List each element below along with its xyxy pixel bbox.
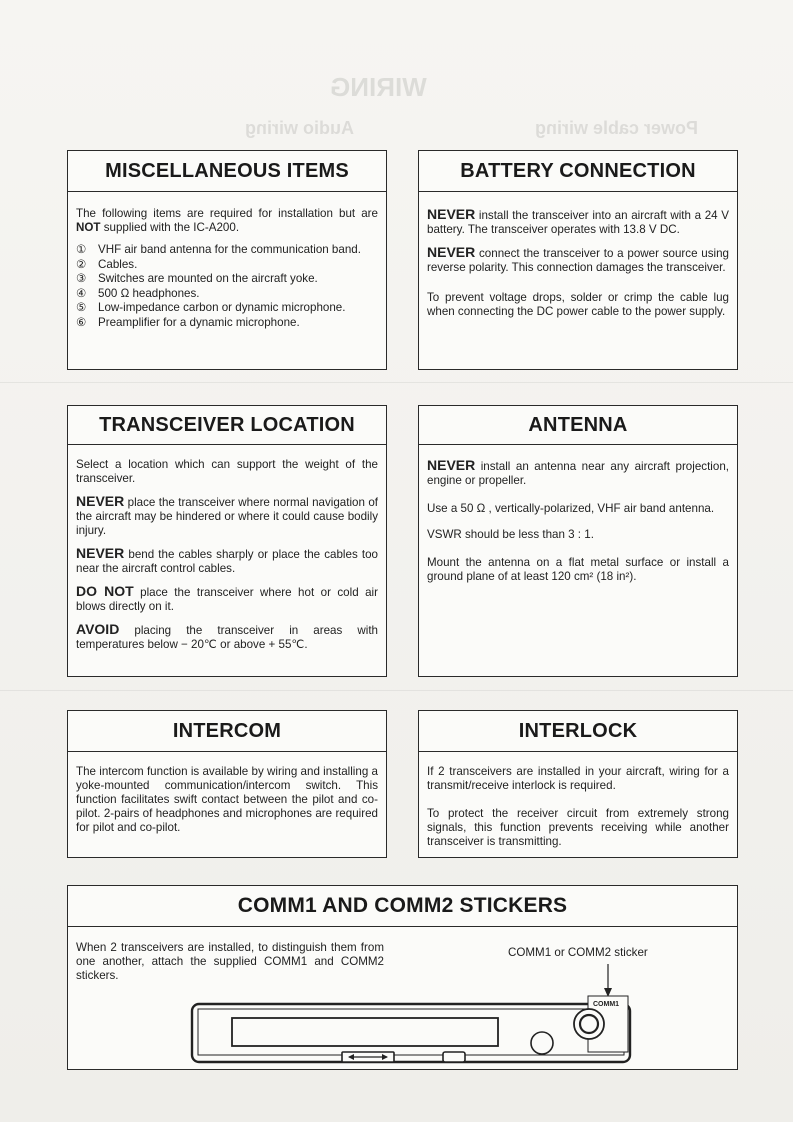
transceiver-front-illustration xyxy=(186,956,636,1068)
antenna-p2: Use a 50 Ω , vertically-polarized, VHF air band antenna. xyxy=(427,502,715,515)
list-item: ⑤ Low-impedance carbon or dynamic microphone. xyxy=(76,301,346,315)
misc-items-body xyxy=(76,207,378,331)
misc-items-title: MISCELLANEOUS ITEMS xyxy=(68,151,386,192)
ghost-title: WIRING xyxy=(330,72,427,102)
misc-intro: The following items are required for installation but are NOT supplied with the IC-A200. xyxy=(76,207,378,234)
knob xyxy=(531,1032,553,1054)
interlock-panel xyxy=(418,710,738,858)
list-item: ③ Switches are mounted on the aircraft yoke. xyxy=(76,272,318,286)
battery-connection-panel xyxy=(418,150,738,370)
battery-p2: NEVER connect the transceiver to a power source using reverse polarity. This connection damages the transceiver. xyxy=(427,244,729,274)
stickers-p1: When 2 transceivers are installed, to distinguish them from one another, attach the supplied COMM1 and COMM2 stickers. xyxy=(76,941,384,982)
stickers-title: COMM1 AND COMM2 STICKERS xyxy=(68,886,737,927)
location-p4: DO NOT place the transceiver where hot or cold air blows directly on it. xyxy=(76,583,378,613)
transceiver-location-body xyxy=(76,458,378,660)
battery-connection-title: BATTERY CONNECTION xyxy=(419,151,737,192)
interlock-body xyxy=(427,765,729,857)
location-p2: NEVER place the transceiver where normal navigation of the aircraft may be hindered or where it could cause bodily injury. xyxy=(76,493,378,537)
interlock-p1: If 2 transceivers are installed in your aircraft, wiring for a transmit/receive interlock is required. xyxy=(427,765,729,792)
antenna-body xyxy=(427,458,729,592)
misc-items-list xyxy=(76,243,378,331)
battery-p3: To prevent voltage drops, solder or crimp the cable lug when connecting the DC power cable to the power supply. xyxy=(427,291,729,318)
intercom-p1: The intercom function is available by wiring and installing a yoke-mounted communication/intercom switch. This function facilitates swift contact between the pilot and co-pilot. 2-pairs of headphones and microphones are required for pilot and co-pilot. xyxy=(76,765,378,834)
transceiver-location-panel xyxy=(67,405,387,677)
stickers-panel xyxy=(67,885,738,1070)
antenna-panel xyxy=(418,405,738,677)
list-item: ① VHF air band antenna for the communication band. xyxy=(76,243,361,256)
antenna-p4: Mount the antenna on a flat metal surface or install a ground plane of at least 120 cm² (18 in²). xyxy=(427,556,729,583)
battery-connection-body xyxy=(427,207,729,327)
intercom-title: INTERCOM xyxy=(68,711,386,752)
location-p3: NEVER bend the cables sharply or place the cables too near the aircraft control cables. xyxy=(76,545,378,575)
misc-items-panel xyxy=(67,150,387,370)
battery-p1: NEVER install the transceiver into an aircraft with a 24 V battery. The transceiver operates with 13.8 V DC. xyxy=(427,206,729,236)
transceiver-location-title: TRANSCEIVER LOCATION xyxy=(68,406,386,445)
fold-line xyxy=(0,382,793,383)
sticker-callout-label: COMM1 or COMM2 sticker xyxy=(508,946,648,959)
ghost-text: Audio wiring xyxy=(245,118,354,138)
list-item: ② Cables. xyxy=(76,257,138,271)
small-button xyxy=(443,1052,465,1062)
intercom-panel xyxy=(67,710,387,858)
sticker-label: COMM1 xyxy=(593,1001,620,1008)
location-p1: Select a location which can support the weight of the transceiver. xyxy=(76,458,378,485)
location-p5: AVOID placing the transceiver in areas with temperatures below − 20℃ or above + 55℃. xyxy=(76,621,378,651)
ghost-text: Power cable wiring xyxy=(535,118,699,138)
display-window xyxy=(232,1018,498,1046)
comm-sticker-button-inner xyxy=(580,1015,598,1033)
list-item: ⑥ Preamplifier for a dynamic microphone. xyxy=(76,315,300,329)
interlock-title: INTERLOCK xyxy=(419,711,737,752)
interlock-p2: To protect the receiver circuit from extremely strong signals, this function prevents receiving while another transceiver is transmitting. xyxy=(427,807,729,848)
antenna-title: ANTENNA xyxy=(419,406,737,445)
list-item: ④ 500 Ω headphones. xyxy=(76,286,200,300)
intercom-body xyxy=(76,765,378,843)
fold-line xyxy=(0,690,793,691)
callout-arrow xyxy=(604,964,612,997)
antenna-p3: VSWR should be less than 3 : 1. xyxy=(427,528,594,541)
antenna-p1: NEVER install an antenna near any aircraft projection, engine or propeller. xyxy=(427,457,729,487)
